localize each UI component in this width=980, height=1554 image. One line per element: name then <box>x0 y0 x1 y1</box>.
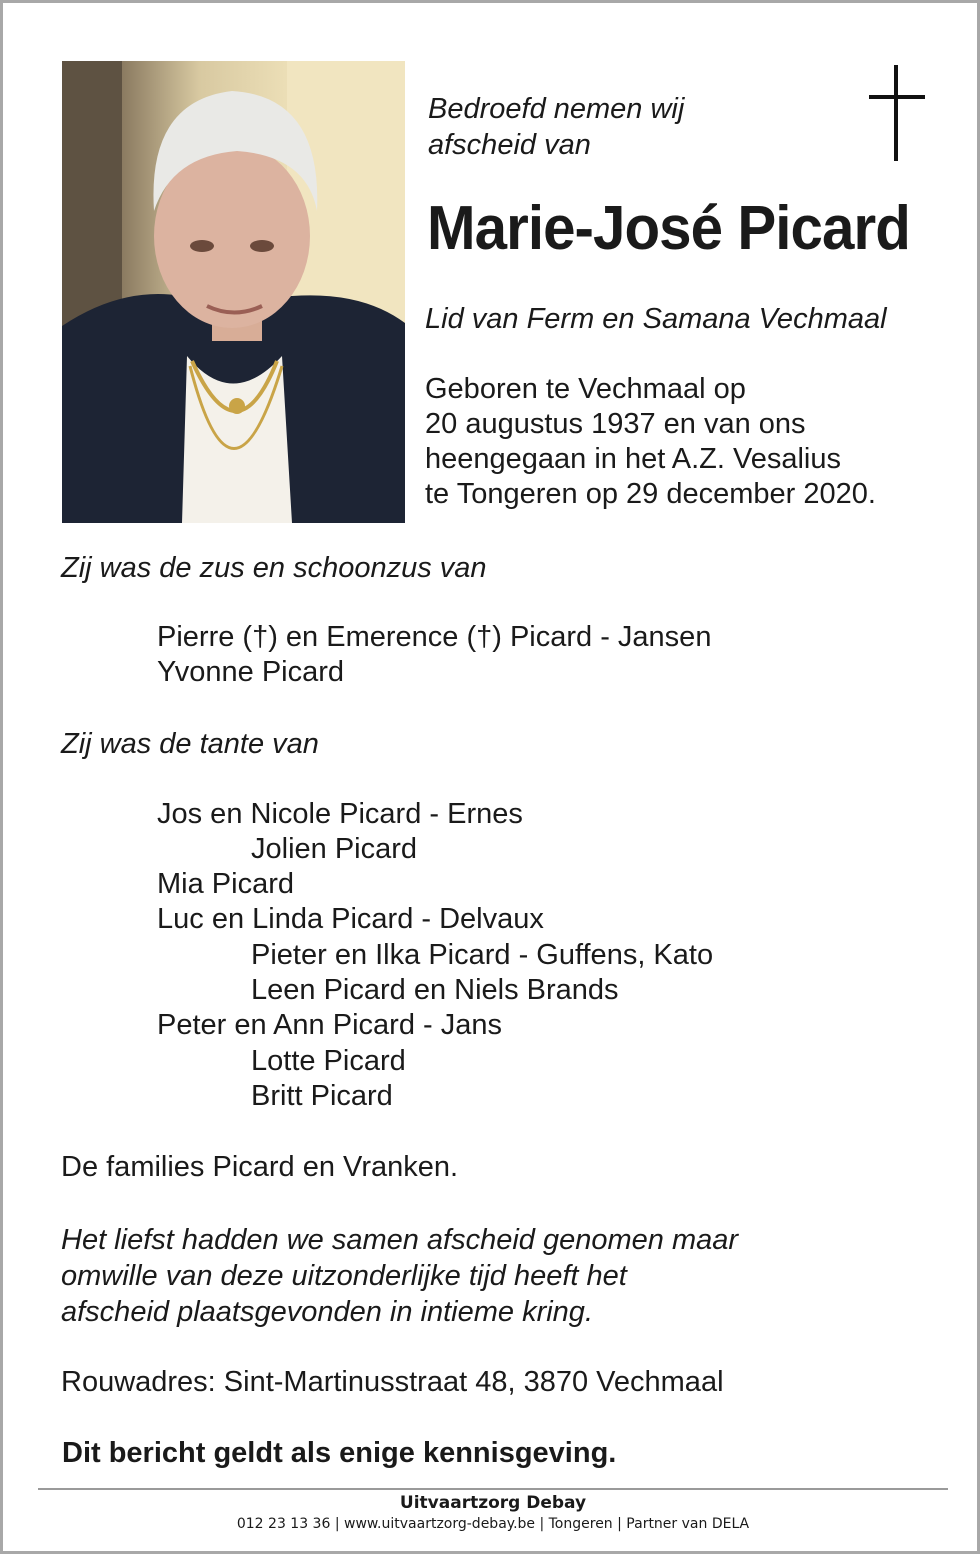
intro-line: Bedroefd nemen wij <box>428 93 685 125</box>
families-text: De families Picard en Vranken. <box>61 1151 459 1183</box>
funeral-company-name: Uitvaartzorg Debay <box>399 1493 587 1513</box>
niece-item: Mia Picard <box>157 868 294 900</box>
farewell-line: Het liefst hadden we samen afscheid genomen maar <box>61 1224 739 1256</box>
cross-icon <box>869 65 925 161</box>
niece-item: Leen Picard en Niels Brands <box>251 974 619 1006</box>
farewell-line: afscheid plaatsgevonden in intieme kring. <box>61 1296 593 1328</box>
niece-item: Luc en Linda Picard - Delvaux <box>157 903 544 935</box>
sibling-item: Yvonne Picard <box>157 656 345 688</box>
birth-line: heengegaan in het A.Z. Vesalius <box>425 443 841 475</box>
footer-divider <box>38 1488 948 1490</box>
niece-item: Jos en Nicole Picard - Ernes <box>157 798 523 830</box>
birth-line: Geboren te Vechmaal op <box>425 373 746 405</box>
membership-text: Lid van Ferm en Samana Vechmaal <box>425 303 887 335</box>
intro-text <box>428 91 684 163</box>
mourning-address: Rouwadres: Sint-Martinusstraat 48, 3870 Vechmaal <box>61 1366 724 1398</box>
birth-line: 20 augustus 1937 en van ons <box>425 408 806 440</box>
deceased-name: Marie-José Picard <box>427 194 910 263</box>
nieces-heading: Zij was de tante van <box>61 728 319 760</box>
farewell-line: omwille van deze uitzonderlijke tijd heeft het <box>61 1260 627 1292</box>
niece-item: Jolien Picard <box>251 833 418 865</box>
birth-line: te Tongeren op 29 december 2020. <box>425 478 876 510</box>
niece-item: Britt Picard <box>251 1080 393 1112</box>
niece-item: Lotte Picard <box>251 1045 406 1077</box>
intro-line: afscheid van <box>428 129 591 161</box>
niece-item: Pieter en Ilka Picard - Guffens, Kato <box>251 939 714 971</box>
portrait-illustration <box>62 61 405 523</box>
sibling-item: Pierre (†) en Emerence (†) Picard - Jansen <box>157 621 712 653</box>
farewell-text <box>61 1222 738 1330</box>
siblings-heading: Zij was de zus en schoonzus van <box>61 552 487 584</box>
notice-text: Dit bericht geldt als enige kennisgeving. <box>62 1437 617 1469</box>
niece-item: Peter en Ann Picard - Jans <box>157 1009 502 1041</box>
birth-death-text <box>425 372 876 512</box>
funeral-company-contact: 012 23 13 36 | www.uitvaartzorg-debay.be | Tongeren | Partner van DELA <box>236 1516 750 1532</box>
portrait-photo-icon <box>62 61 405 523</box>
